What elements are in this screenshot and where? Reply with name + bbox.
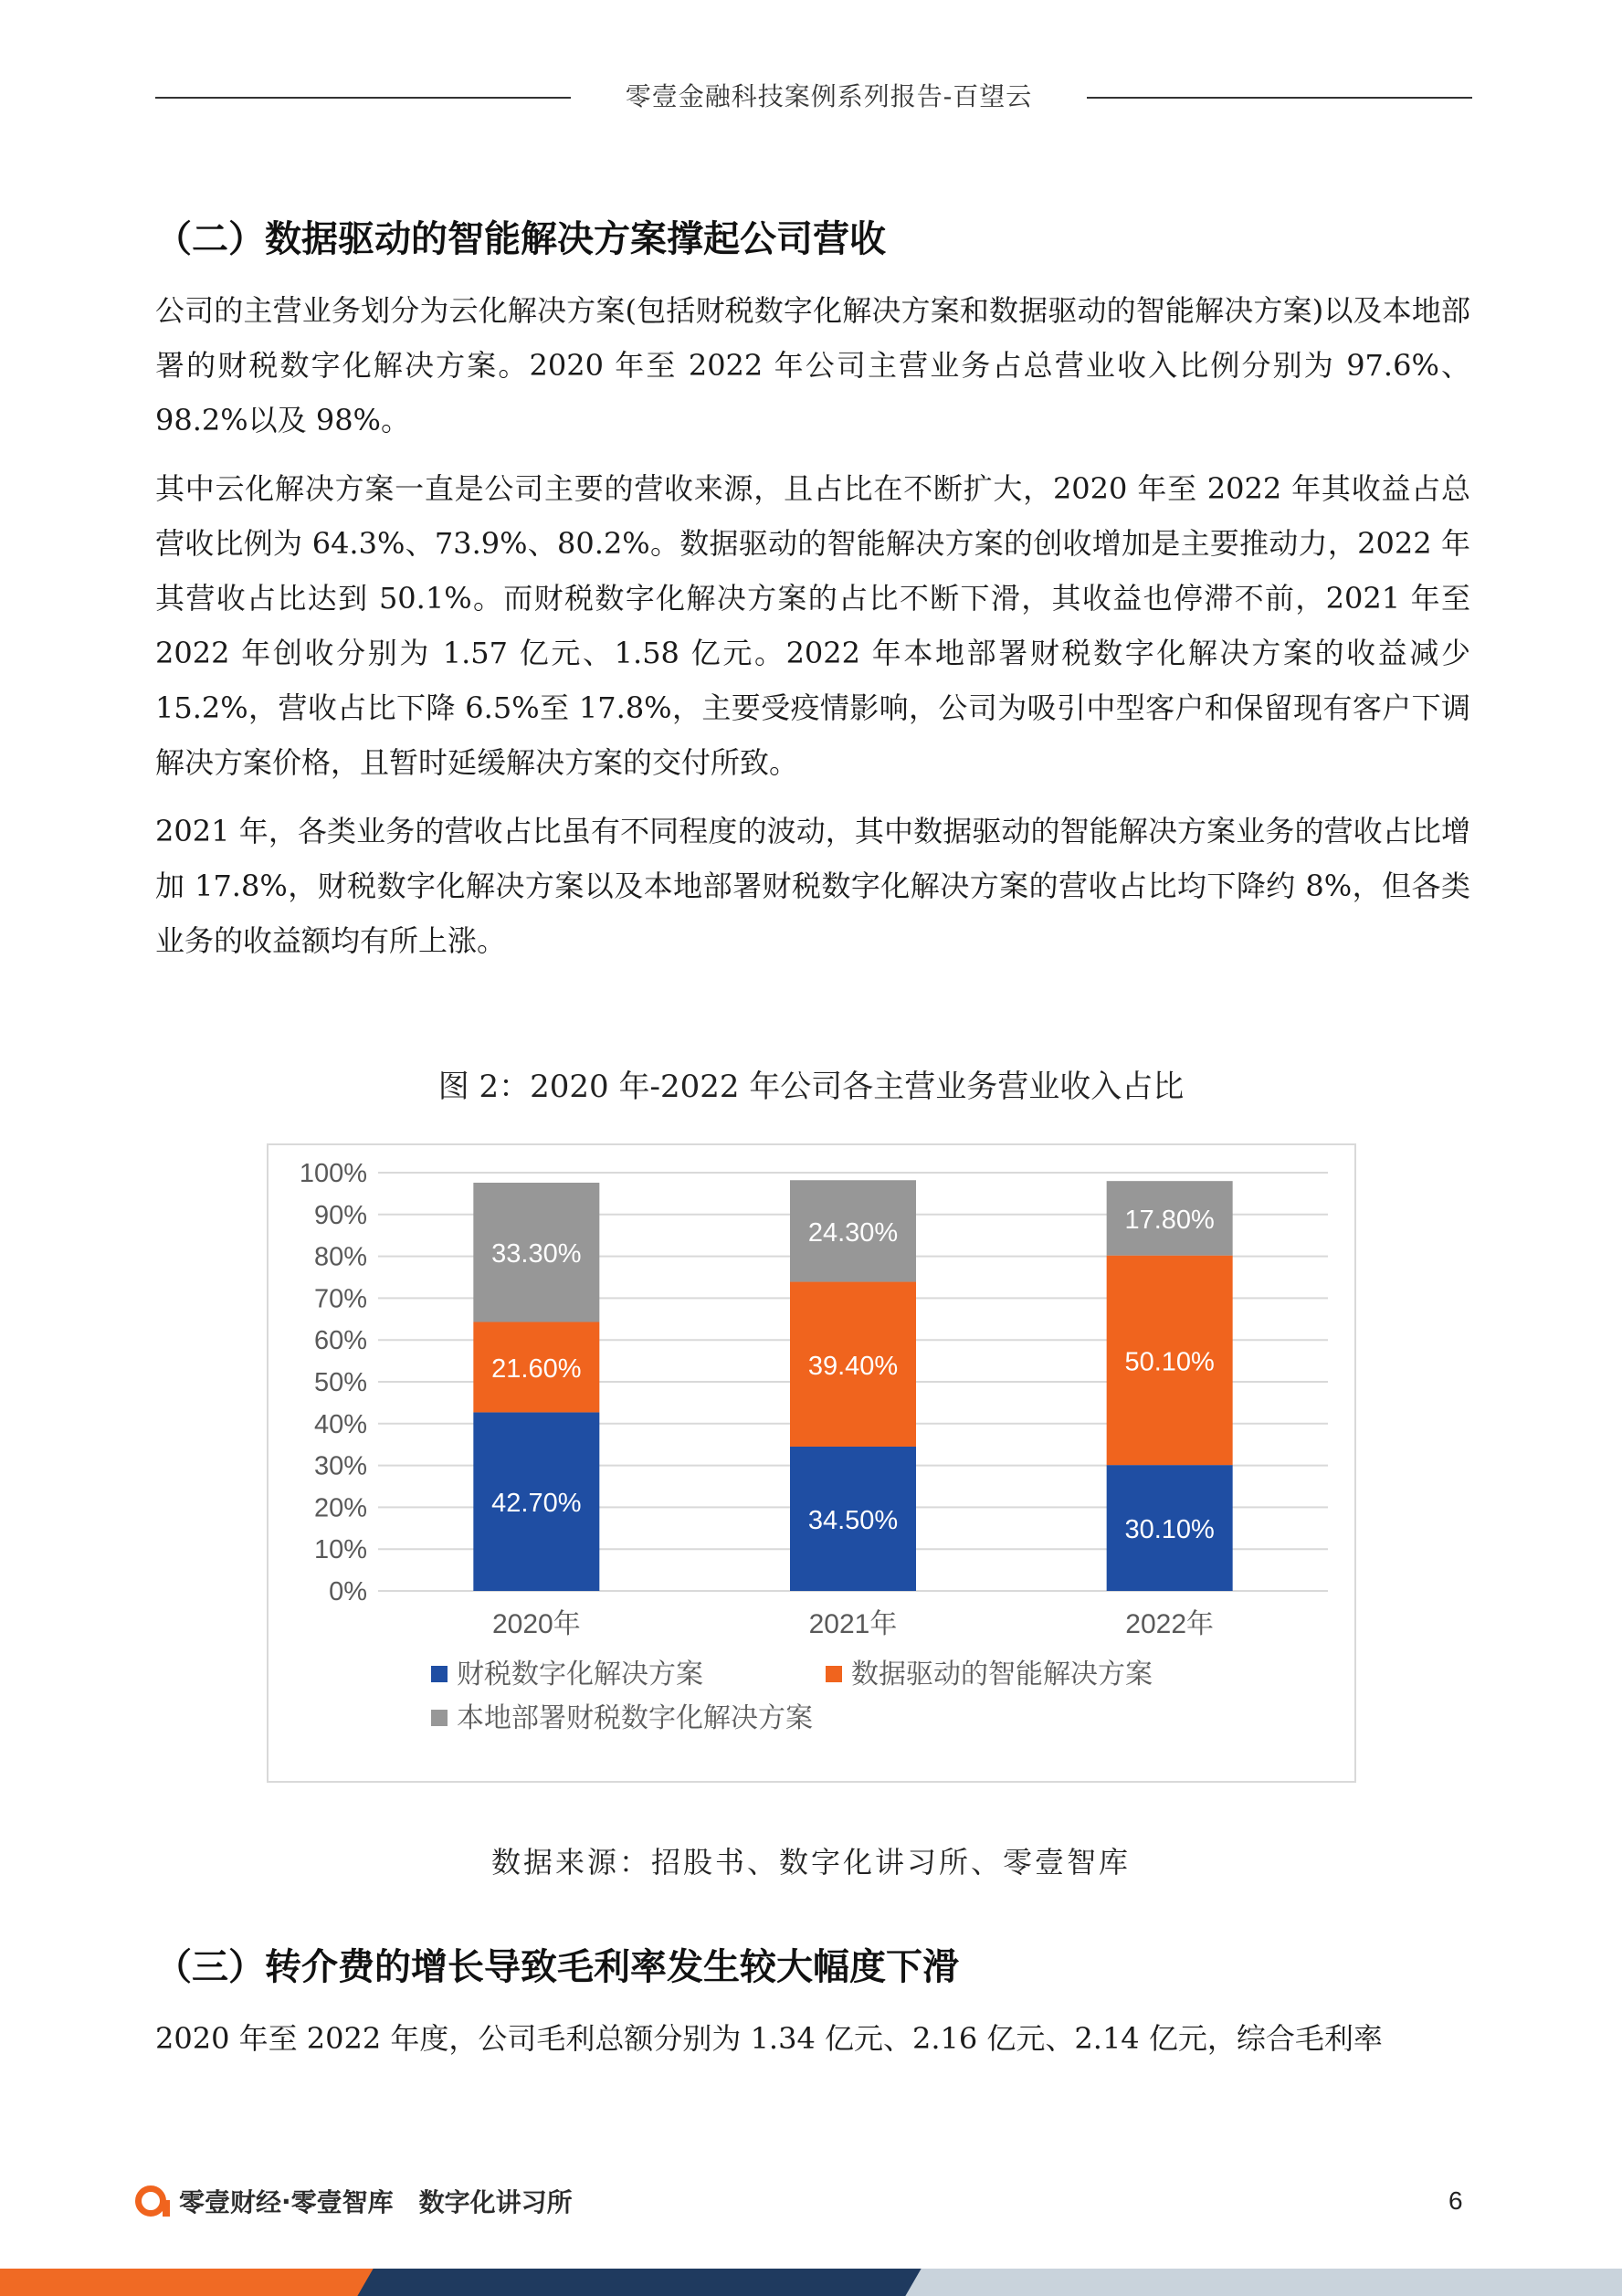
y-tick-label: 100% (299, 1159, 367, 1188)
brand-name: 数字化讲习所 (418, 2187, 573, 2217)
y-tick-label: 20% (313, 1493, 367, 1523)
y-tick-label: 80% (313, 1242, 367, 1272)
header-title: 零壹金融科技案例系列报告-百望云 (625, 81, 1033, 111)
y-tick-label: 50% (313, 1368, 367, 1397)
y-tick-label: 0% (329, 1577, 367, 1606)
data-label: 17.80% (1124, 1205, 1215, 1235)
header-rule-right (1087, 97, 1472, 99)
brand-name: 零壹财经 (179, 2187, 282, 2217)
legend-swatch (826, 1666, 842, 1682)
footer-band-grey (905, 2269, 1622, 2296)
legend-label: 本地部署财税数字化解决方案 (457, 1703, 813, 1733)
figure-source: 数据来源：招股书、数字化讲习所、零壹智库 (490, 1845, 1131, 1880)
data-label: 39.40% (807, 1351, 899, 1381)
paragraph: 2020 年至 2022 年度，公司毛利总额分别为 1.34 亿元、2.16 亿元、2.14 亿元，综合毛利率 (155, 2021, 1383, 2056)
paragraph: 公司的主营业务划分为云化解决方案(包括财税数字化解决方案和数据驱动的智能解决方案)以及本地部署的财税数字化解决方案。2020 年至 2022 年公司主营业务占总营业收入比例分别为 97.6%、98.2%以及 98%。 (155, 293, 1470, 437)
data-label: 24.30% (807, 1217, 899, 1248)
page-number: 6 (1448, 2186, 1463, 2215)
y-tick-label: 30% (313, 1451, 367, 1481)
data-label: 42.70% (491, 1489, 582, 1519)
y-tick-label: 10% (313, 1535, 367, 1565)
data-label: 21.60% (491, 1353, 582, 1384)
x-tick-label: 2022年 (1125, 1609, 1215, 1639)
data-label: 33.30% (491, 1239, 582, 1269)
data-label: 34.50% (807, 1505, 899, 1535)
paragraph: 2021 年，各类业务的营收占比虽有不同程度的波动，其中数据驱动的智能解决方案业务的营收占比增加 17.8%，财税数字化解决方案以及本地部署财税数字化解决方案的营收占比均下降约 8%，但各类业务的收益额均有所上涨。 (155, 814, 1470, 958)
figure-caption: 图 2：2020 年-2022 年公司各主营业务营业收入占比 (437, 1069, 1185, 1105)
footer-band-navy (357, 2269, 957, 2296)
y-tick-label: 70% (313, 1284, 367, 1314)
y-tick-label: 40% (313, 1409, 367, 1439)
brand-name: 零壹智库 (290, 2187, 394, 2217)
stacked-bar-chart (269, 1145, 1354, 1781)
section-heading: （三）转介费的增长导致毛利率发生较大幅度下滑 (155, 1946, 959, 1988)
y-tick-label: 60% (313, 1326, 367, 1356)
paragraph: 其中云化解决方案一直是公司主要的营收来源，且占比在不断扩大，2020 年至 2022 年其收益占总营收比例为 64.3%、73.9%、80.2%。数据驱动的智能解决方案的创收增加是主要推动力，2022 年其营收占比达到 50.1%。而财税数字化解决方案的占比不断下滑，其收益也停滞不前，2021 年至 2022 年创收分别为 1.57 亿元、1.58 亿元。2022 年本地部署财税数字化解决方案的收益减少 15.2%，营收占比下降 6.5%至 17.8%，主要受疫情影响，公司为吸引中型客户和保留现有客户下调解决方案价格，且暂时延缓解决方案的交付所致。 (155, 471, 1470, 780)
legend-label: 财税数字化解决方案 (457, 1659, 703, 1690)
section-heading: （二）数据驱动的智能解决方案撑起公司营收 (155, 218, 886, 260)
brand-logo-icon (135, 2185, 166, 2217)
chart-container (267, 1143, 1356, 1783)
x-tick-label: 2020年 (491, 1609, 581, 1639)
legend-swatch (431, 1666, 448, 1682)
y-tick-label: 90% (313, 1200, 367, 1230)
header-rule-left (155, 97, 571, 99)
brand-separator: · (281, 2185, 291, 2217)
footer-brand (135, 2183, 573, 2219)
legend-label: 数据驱动的智能解决方案 (851, 1659, 1153, 1690)
x-tick-label: 2021年 (808, 1609, 898, 1639)
legend-swatch (431, 1710, 448, 1726)
data-label: 30.10% (1124, 1515, 1215, 1545)
data-label: 50.10% (1124, 1347, 1215, 1377)
